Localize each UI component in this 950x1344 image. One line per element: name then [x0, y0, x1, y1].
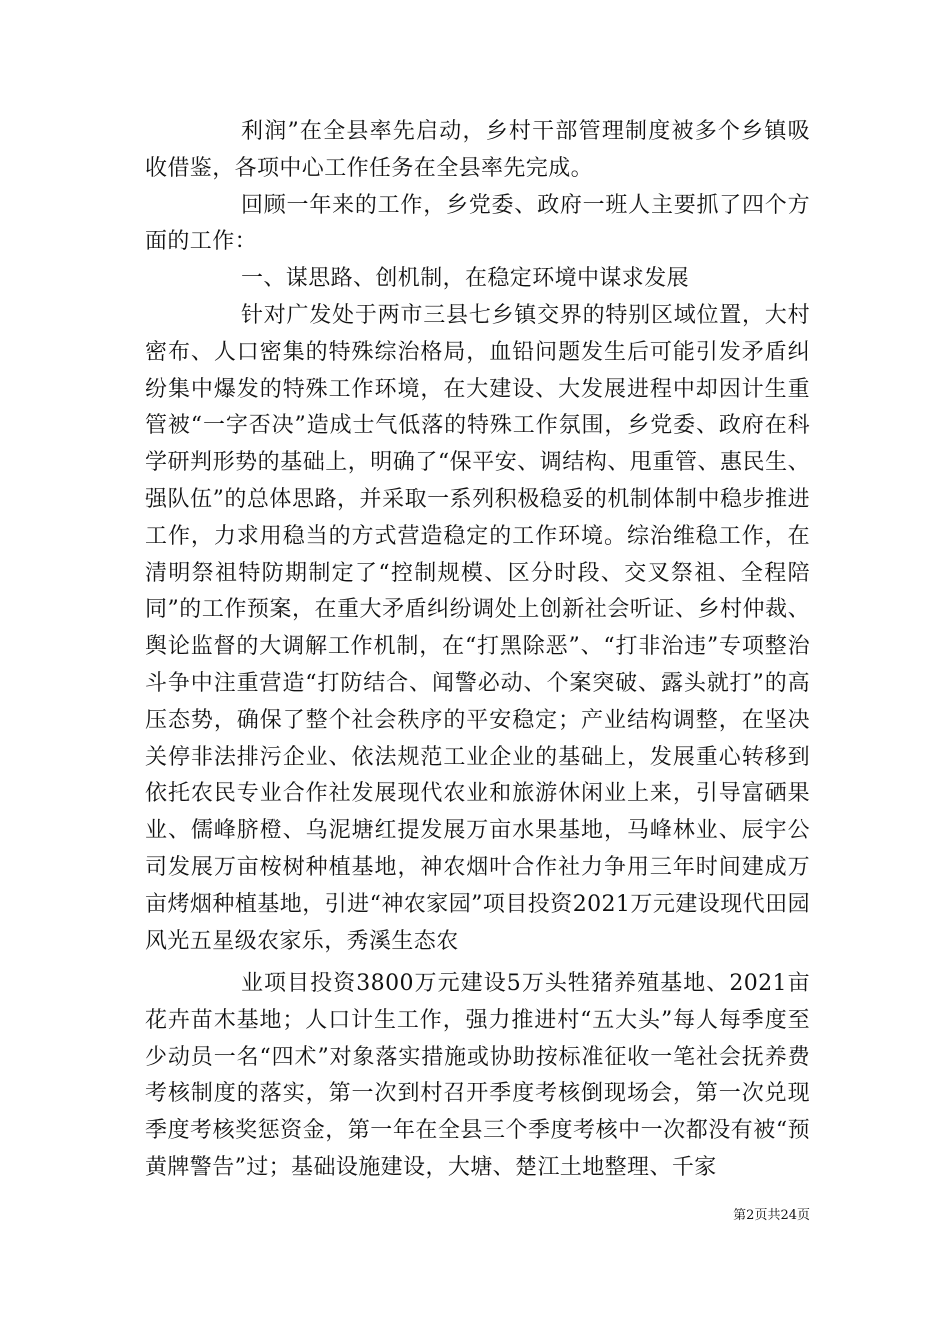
body-text-top	[145, 114, 810, 960]
body-text-bottom	[145, 966, 810, 1187]
page-number-footer: 第2页共24页	[733, 1208, 810, 1223]
paragraph-3: 针对广发处于两市三县七乡镇交界的特别区域位置，大村密布、人口密集的特殊综治格局，血铅问题发生后可能引发矛盾纠纷集中爆发的特殊工作环境，在大建设、大发展进程中却因计生重管被“一字否决”造成士气低落的特殊工作氛围，乡党委、政府在科学研判形势的基础上，明确了“保平安、调结构、甩重管、惠民生、强队伍”的总体思路，并采取一系列积极稳妥的机制体制中稳步推进工作，力求用稳当的方式营造稳定的工作环境。综治维稳工作，在清明祭祖特防期制定了“控制规模、区分时段、交叉祭祖、全程陪同”的工作预案，在重大矛盾纠纷调处上创新社会听证、乡村仲裁、舆论监督的大调解工作机制，在“打黑除恶”、“打非治违”专项整治斗争中注重营造“打防结合、闻警必动、个案突破、露头就打”的高压态势，确保了整个社会秩序的平安稳定；产业结构调整，在坚决关停非法排污企业、依法规范工业企业的基础上，发展重心转移到依托农民专业合作社发展现代农业和旅游休闲业上来，引导富硒果业、儒峰脐橙、乌泥塘红提发展万亩水果基地，马峰林业、辰宇公司发展万亩桉树种植基地，神农烟叶合作社力争用三年时间建成万亩烤烟种植基地，引进“神农家园”项目投资2021万元建设现代田园风光五星级农家乐，秀溪生态农	[145, 302, 810, 954]
section-heading: 一、谋思路、创机制，在稳定环境中谋求发展	[241, 266, 690, 292]
paragraph-4: 业项目投资3800万元建设5万头牲猪养殖基地、2021亩花卉苗木基地；人口计生工作，强力推进村“五大头”每人每季度至少动员一名“四术”对象落实措施或协助按标准征收一笔社会抚养费考核制度的落实，第一次到村召开季度考核倒现场会，第一次兑现季度考核奖惩资金，第一年在全县三个季度考核中一次都没有被“预黄牌警告”过；基础设施建设，大塘、楚江土地整理、千家	[145, 971, 810, 1180]
paragraph-1: 利润”在全县率先启动，乡村干部管理制度被多个乡镇吸收借鉴，各项中心工作任务在全县率先完成。	[145, 119, 810, 181]
paragraph-2: 回顾一年来的工作，乡党委、政府一班人主要抓了四个方面的工作：	[145, 192, 810, 255]
